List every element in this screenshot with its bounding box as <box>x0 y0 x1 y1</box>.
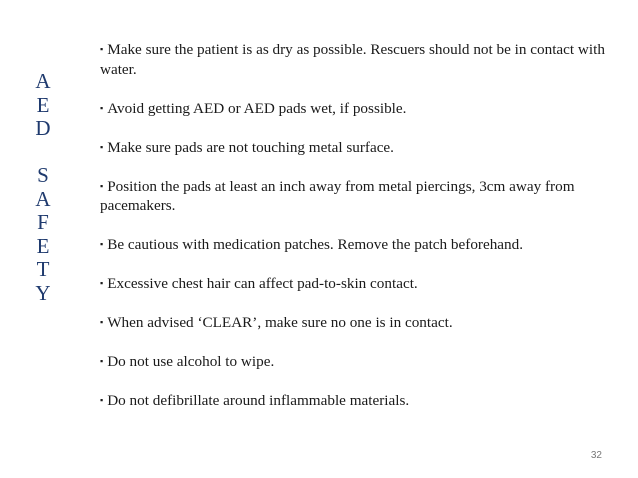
title-letter: F <box>37 210 49 234</box>
bullet-list <box>100 40 610 430</box>
bullet-text: Excessive chest hair can affect pad-to-skin contact. <box>107 275 418 292</box>
bullet-item <box>100 177 610 216</box>
bullet-item <box>100 274 610 294</box>
bullet-marker-icon: ▪ <box>100 44 104 54</box>
bullet-item <box>100 352 610 372</box>
title-letter: E <box>36 233 50 258</box>
page-number: 32 <box>590 450 602 461</box>
title-letter: S <box>37 163 49 187</box>
title-letter: A <box>35 186 51 211</box>
bullet-marker-icon: ▪ <box>100 141 104 152</box>
bullet-marker-icon: ▪ <box>100 317 104 327</box>
bullet-item <box>100 138 610 158</box>
bullet-item <box>100 391 610 411</box>
title-letter: T <box>36 257 50 281</box>
bullet-text: Make sure pads are not touching metal surface. <box>107 138 394 156</box>
bullet-item <box>100 313 610 333</box>
bullet-item <box>100 40 610 79</box>
bullet-text: Make sure the patient is as dry as possible. Rescuers should not be in contact with water. <box>100 41 605 78</box>
bullet-text: Avoid getting AED or AED pads wet, if possible. <box>107 99 407 117</box>
title-letter: D <box>35 116 51 140</box>
title-letter: E <box>36 92 50 117</box>
bullet-text: Be cautious with medication patches. Remove the patch beforehand. <box>107 236 524 253</box>
bullet-marker-icon: ▪ <box>100 102 104 113</box>
bullet-marker-icon: ▪ <box>100 395 104 405</box>
bullet-item <box>100 235 610 255</box>
vertical-title <box>28 70 58 305</box>
title-gap <box>28 141 58 165</box>
bullet-marker-icon: ▪ <box>100 180 104 191</box>
bullet-text: When advised ‘CLEAR’, make sure no one is in contact. <box>107 314 453 331</box>
bullet-item <box>100 99 610 119</box>
bullet-text: Position the pads at least an inch away from metal piercings, 3cm away from pacemakers. <box>100 177 575 214</box>
bullet-marker-icon: ▪ <box>100 278 104 288</box>
bullet-text: Do not use alcohol to wipe. <box>107 353 275 370</box>
title-letter: A <box>35 69 51 93</box>
bullet-marker-icon: ▪ <box>100 356 104 366</box>
bullet-marker-icon: ▪ <box>100 239 104 249</box>
title-letter: Y <box>35 280 51 305</box>
bullet-text: Do not defibrillate around inflammable materials. <box>107 392 410 409</box>
